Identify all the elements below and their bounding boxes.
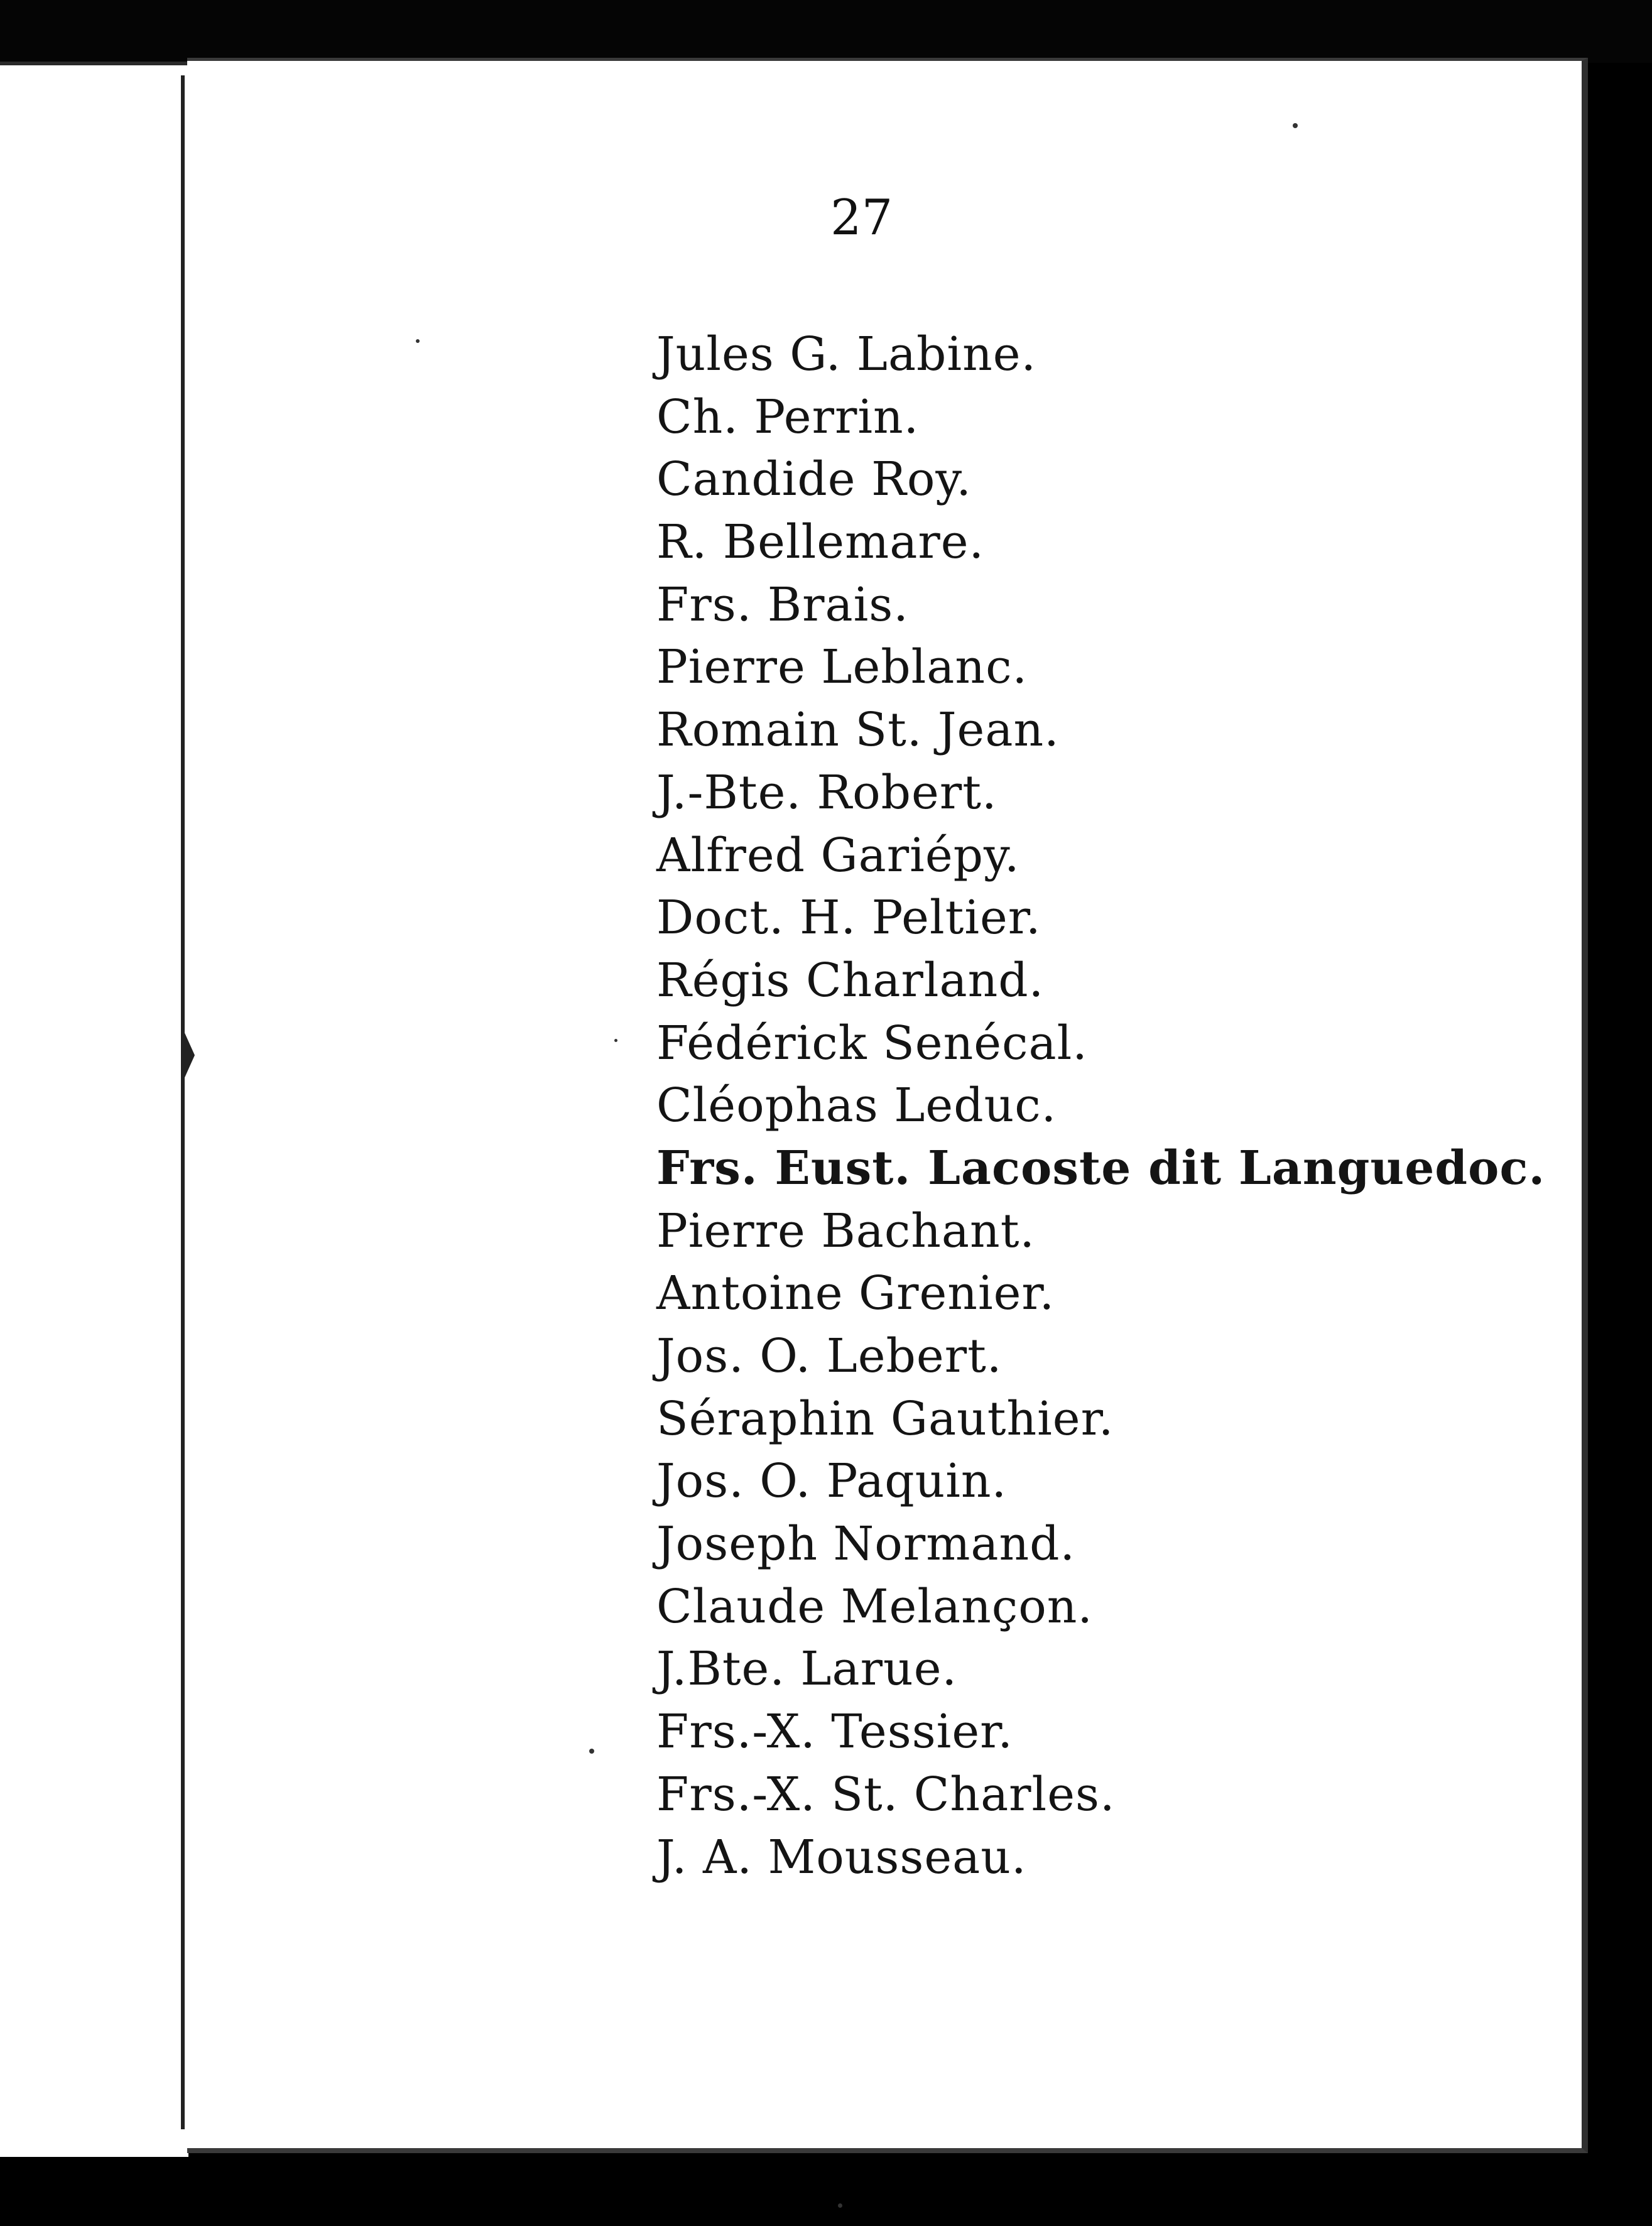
- spine-notch: [183, 1030, 195, 1080]
- list-item: Séraphin Gauthier.: [656, 1391, 1114, 1446]
- ink-speck: [838, 2203, 842, 2208]
- name-list: [656, 323, 1545, 1889]
- list-item: Pierre Leblanc.: [656, 640, 1028, 695]
- list-item: Régis Charland.: [656, 953, 1045, 1007]
- list-item: Ch. Perrin.: [656, 389, 920, 444]
- page-number: 27: [830, 190, 893, 246]
- list-item: Frs.-X. St. Charles.: [656, 1767, 1116, 1822]
- list-item: J. A. Mousseau.: [656, 1830, 1027, 1884]
- list-item: R. Bellemare.: [656, 515, 985, 570]
- list-item: Jos. O. Lebert.: [656, 1329, 1003, 1383]
- list-item: Antoine Grenier.: [656, 1266, 1055, 1321]
- list-item: Fédérick Senécal.: [656, 1016, 1088, 1070]
- ink-speck: [1293, 123, 1298, 128]
- list-item: Candide Roy.: [656, 452, 972, 507]
- list-item: J.-Bte. Robert.: [656, 765, 997, 820]
- list-item: Claude Melançon.: [656, 1579, 1093, 1634]
- ink-speck: [614, 1039, 617, 1042]
- list-item: Doct. H. Peltier.: [656, 891, 1041, 945]
- scan-background: [0, 0, 1652, 63]
- list-item: Frs. Eust. Lacoste dit Languedoc.: [656, 1141, 1546, 1195]
- list-item: Jules G. Labine.: [656, 327, 1037, 381]
- list-item: Alfred Gariépy.: [656, 828, 1020, 882]
- ink-speck: [416, 339, 420, 343]
- list-item: Jos. O. Paquin.: [656, 1454, 1008, 1509]
- left-page-edge: [0, 62, 188, 2157]
- list-item: Frs. Brais.: [656, 577, 909, 632]
- list-item: Frs.-X. Tessier.: [656, 1705, 1013, 1759]
- list-item: Pierre Bachant.: [656, 1203, 1035, 1258]
- list-item: Romain St. Jean.: [656, 703, 1060, 757]
- binding-spine: [181, 75, 185, 2129]
- list-item: J.Bte. Larue.: [656, 1642, 958, 1697]
- list-item: Cléophas Leduc.: [656, 1078, 1057, 1133]
- ink-speck: [589, 1749, 594, 1754]
- list-item: Joseph Normand.: [656, 1517, 1076, 1572]
